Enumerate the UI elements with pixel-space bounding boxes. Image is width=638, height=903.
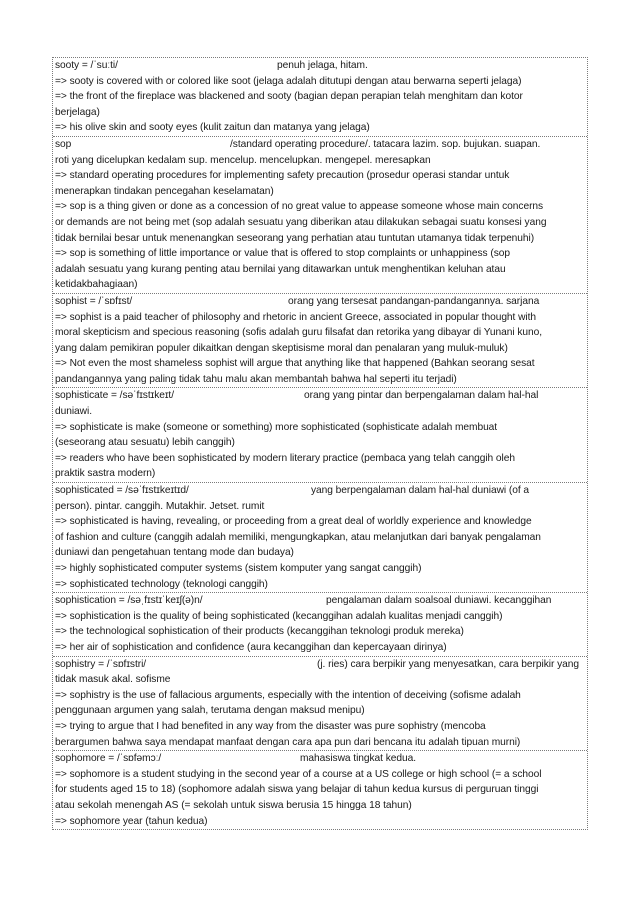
- entry-term: sophistry = /ˈsɒfɪstri/: [55, 658, 147, 670]
- entry-text-line: roti yang dicelupkan kedalam sup. mencelup. mencelupkan. mengepel. meresapkan: [55, 154, 431, 166]
- entry-text-line: berjelaga): [55, 106, 100, 118]
- entry-text-line: ketidakbahagiaan): [55, 279, 138, 291]
- entry-text-line: => the front of the fireplace was blackened and sooty (bagian depan perapian telah menghitam dan kotor: [55, 91, 523, 103]
- entry-row: [53, 593, 587, 656]
- entry-text-line: praktik sastra modern): [55, 468, 156, 480]
- entry-row: [53, 137, 587, 294]
- entry-text-line: => trying to argue that I had benefited in any way from the disaster was pure sophistry (mencoba: [55, 720, 486, 732]
- entry-headline: [55, 58, 585, 74]
- entry-text-line: => sophisticated technology (teknologi canggih): [55, 578, 268, 590]
- entry-term: sophisticated = /səˈfɪstɪkeɪtɪd/: [55, 485, 189, 497]
- entry-text-line: penggunaan argumen yang salah, terutama dengan maksud menipu): [55, 705, 365, 717]
- entry-headline: [55, 593, 585, 609]
- entry-definition: orang yang tersesat pandangan-pandangannya. sarjana: [288, 295, 540, 307]
- entry-text-line: (seseorang atau sesuatu) lebih canggih): [55, 437, 235, 449]
- entry-term: sophistication = /səˌfɪstɪˈkeɪʃ(ə)n/: [55, 595, 203, 607]
- entry-term: sooty = /ˈsuːti/: [55, 60, 118, 71]
- entry-definition: yang berpengalaman dalam hal-hal duniawi (of a: [311, 485, 530, 497]
- entry-text-line: berargumen bahwa saya mendapat manfaat dengan cara apa pun dari bencana itu adalah tipuan murni): [55, 736, 521, 748]
- entry-row: [53, 751, 587, 829]
- entry-definition: penuh jelaga, hitam.: [277, 60, 368, 71]
- entry-text-line: of fashion and culture (canggih adalah memiliki, mengungkapkan, atau melanjutkan dari banyak pengalaman: [55, 531, 541, 543]
- entry-text-line: => Not even the most shameless sophist will argue that anything like that happened (Bahkan seorang sesat: [55, 358, 535, 370]
- entry-headline: [55, 657, 585, 673]
- entry-headline: [55, 751, 585, 767]
- entry-text-line: => sooty is covered with or colored like soot (jelaga adalah ditutupi dengan atau berwarna seperti jelaga): [55, 75, 522, 87]
- entry-text-line: moral skepticism and specious reasoning (sofis adalah guru filsafat dan retorika yang dibayar di Yunani kuno,: [55, 327, 543, 339]
- entry-definition: /standard operating procedure/. tatacara lazim. sop. bujukan. suapan.: [230, 138, 541, 150]
- entry-text-line: duniawi.: [55, 406, 92, 418]
- entry-headline: [55, 137, 585, 153]
- entry-text-line: adalah sesuatu yang kurang penting atau bernilai yang ditawarkan untuk menghentikan keluhan atau: [55, 263, 506, 275]
- entry-text-line: for students aged 15 to 18) (sophomore adalah siswa yang belajar di tahun kedua kursus di perguruan tinggi: [55, 784, 539, 796]
- entry-definition: orang yang pintar dan berpengalaman dalam hal-hal: [304, 390, 539, 402]
- entry-headline: [55, 294, 585, 310]
- entry-term: sophist = /ˈsɒfɪst/: [55, 295, 133, 307]
- entry-text-line: => sop is something of little importance or value that is offered to stop complaints or unhappiness (sop: [55, 248, 511, 260]
- entry-text-line: or demands are not being met (sop adalah sesuatu yang diberikan atau dilakukan sebagai suatu konsesi yang: [55, 216, 547, 228]
- entry-text-line: yang dalam pemikiran populer dikaitkan dengan skeptisisme moral dan penalaran yang muluk-muluk): [55, 342, 508, 354]
- entry-text-line: => sophist is a paid teacher of philosophy and rhetoric in ancient Greece, associated in popular thought with: [55, 311, 537, 323]
- entry-headline: [55, 388, 585, 404]
- entry-text-line: person). pintar. canggih. Mutakhir. Jetset. rumit: [55, 500, 265, 512]
- entry-text-line: => highly sophisticated computer systems (sistem komputer yang sangat canggih): [55, 563, 422, 574]
- entry-term: sop: [55, 138, 72, 150]
- entry-text-line: => standard operating procedures for implementing safety precaution (prosedur operasi standar untuk: [55, 170, 510, 182]
- entry-definition: mahasiswa tingkat kedua.: [300, 753, 417, 765]
- entry-text-line: menerapkan tindakan pencegahan keselamatan): [55, 185, 274, 197]
- entry-text-line: duniawi dan pengetahuan tentang mode dan budaya): [55, 547, 294, 559]
- entry-text-line: => sop is a thing given or done as a concession of no great value to appease someone whose main concerns: [55, 201, 544, 213]
- entry-text-line: atau sekolah menengah AS (= sekolah untuk siswa berusia 15 hingga 18 tahun): [55, 799, 412, 811]
- entry-term: sophomore = /ˈsɒfəmɔː/: [55, 753, 162, 765]
- entry-text-line: => sophistry is the use of fallacious arguments, especially with the intention of deceiving (sofisme adalah: [55, 689, 521, 701]
- entry-headline: [55, 483, 585, 499]
- entry-definition: (j. ries) cara berpikir yang menyesatkan, cara berpikir yang: [317, 658, 579, 670]
- entry-text-line: => her air of sophistication and confidence (aura kecanggihan dan kepercayaan dirinya): [55, 641, 447, 653]
- entry-text-line: => sophomore year (tahun kedua): [55, 815, 208, 827]
- entry-row: [53, 483, 587, 593]
- entry-row: [53, 657, 587, 752]
- entry-term: sophisticate = /səˈfɪstɪkeɪt/: [55, 390, 174, 402]
- entry-text-line: => sophisticated is having, revealing, or proceeding from a great deal of worldly experience and knowledge: [55, 516, 532, 528]
- entry-row: [53, 388, 587, 483]
- entry-text-line: tidak masuk akal. sofisme: [55, 674, 171, 686]
- entry-row: [53, 58, 587, 137]
- entry-text-line: => sophomore is a student studying in the second year of a course at a US college or high school (= a school: [55, 768, 542, 780]
- entry-row: [53, 294, 587, 389]
- entry-text-line: => sophistication is the quality of being sophisticated (kecanggihan adalah kualitas menjadi canggih): [55, 610, 503, 622]
- entry-definition: pengalaman dalam soalsoal duniawi. kecanggihan: [326, 595, 552, 607]
- entry-text-line: => sophisticate is make (someone or something) more sophisticated (sophisticate adalah membuat: [55, 421, 498, 433]
- entry-text-line: => the technological sophistication of their products (kecanggihan teknologi produk mereka): [55, 626, 464, 638]
- dictionary-table: [52, 57, 588, 830]
- entry-text-line: pandangannya yang paling tidak tahu malu akan membantah bahwa hal seperti itu terjadi): [55, 373, 457, 385]
- entry-text-line: tidak bernilai besar untuk menenangkan seseorang yang perhatian atau tuntutan utamanya tidak terpenuhi): [55, 232, 535, 244]
- entry-text-line: => his olive skin and sooty eyes (kulit zaitun dan matanya yang jelaga): [55, 122, 370, 134]
- entry-text-line: => readers who have been sophisticated by modern literary practice (pembaca yang telah canggih oleh: [55, 452, 515, 464]
